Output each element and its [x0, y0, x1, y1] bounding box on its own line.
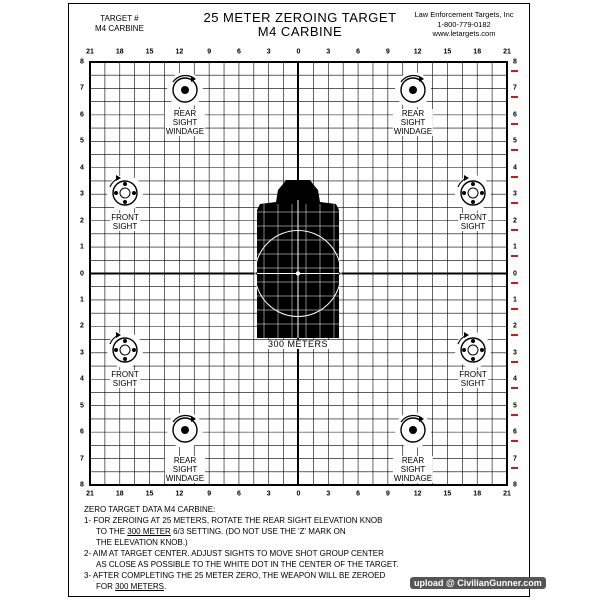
y-tick-left: 8 [80, 481, 84, 489]
red-margin-mark [511, 229, 518, 231]
rear-knob-icon-tl-hub [181, 86, 189, 94]
x-tick-bottom: 21 [503, 490, 511, 498]
y-tick-left: 3 [80, 190, 84, 198]
x-tick-top: 21 [503, 48, 511, 56]
red-margin-mark [511, 334, 518, 336]
front-knob-icon-br-detent [471, 339, 475, 343]
red-margin-mark [511, 176, 518, 178]
x-tick-top: 21 [86, 48, 94, 56]
x-tick-top: 9 [385, 48, 390, 56]
y-tick-right: 3 [513, 349, 517, 357]
front-knob-icon-br-detent [462, 348, 466, 352]
y-tick-right: 6 [513, 111, 517, 119]
x-tick-top: 15 [443, 48, 452, 56]
red-margin-mark [511, 308, 518, 310]
y-tick-right: 4 [513, 164, 517, 172]
front-knob-icon-bl-detent [123, 339, 127, 343]
front-knob-icon-bl-detent [132, 348, 136, 352]
y-tick-left: 3 [80, 349, 84, 357]
company-info: Law Enforcement Targets, Inc 1-800-779-0182 www.letargets.com [414, 10, 514, 38]
x-tick-bottom: 15 [443, 490, 452, 498]
y-tick-right: 5 [513, 402, 517, 410]
red-margin-mark [511, 202, 518, 204]
rear-sight-windage-label-tr: REAR SIGHT WINDAGE [393, 109, 433, 136]
center-white-dot [296, 271, 300, 275]
step-1-line-c: THE ELEVATION KNOB.) [96, 538, 188, 547]
x-tick-bottom: 18 [473, 490, 482, 498]
y-tick-left: 5 [80, 137, 84, 145]
step-3-line-b: FOR 300 METERS. [96, 582, 167, 591]
y-tick-right: 8 [513, 58, 517, 66]
red-margin-mark [511, 361, 518, 363]
x-tick-top: 3 [266, 48, 271, 56]
x-tick-bottom: 3 [326, 490, 331, 498]
y-tick-right: 2 [513, 322, 517, 330]
x-tick-top: 18 [115, 48, 124, 56]
x-tick-bottom: 3 [266, 490, 271, 498]
x-tick-bottom: 6 [236, 490, 241, 498]
y-tick-right: 8 [513, 481, 517, 489]
red-margin-mark [511, 387, 518, 389]
step-3-line-a: 3- AFTER COMPLETING THE 25 METER ZERO, THE WEAPON WILL BE ZEROED [84, 571, 386, 580]
y-tick-left: 4 [80, 164, 84, 172]
front-knob-icon-tr-detent [471, 182, 475, 186]
page-title: 25 METER ZEROING TARGET M4 CARBINE [203, 10, 397, 39]
y-tick-right: 6 [513, 428, 517, 436]
y-tick-left: 1 [80, 296, 84, 304]
y-tick-left: 6 [80, 428, 84, 436]
x-tick-top: 6 [356, 48, 361, 56]
red-margin-mark [511, 255, 518, 257]
step-1-line-a: 1- FOR ZEROING AT 25 METERS, ROTATE THE REAR SIGHT ELEVATION KNOB [84, 516, 383, 525]
rear-knob-icon-bl-hub [181, 426, 189, 434]
red-margin-mark [511, 414, 518, 416]
x-tick-bottom: 12 [413, 490, 422, 498]
red-margin-mark [511, 282, 518, 284]
y-tick-left: 0 [80, 270, 84, 277]
red-margin-mark [511, 123, 518, 125]
front-knob-icon-tr-detent [471, 200, 475, 204]
x-tick-bottom: 9 [385, 490, 390, 498]
front-knob-icon-tl-detent [123, 182, 127, 186]
x-tick-bottom: 12 [175, 490, 184, 498]
y-tick-left: 6 [80, 111, 84, 119]
front-knob-icon-tl-detent [114, 191, 118, 195]
silhouette-label: 300 METERS [267, 339, 329, 349]
rear-sight-windage-label-bl: REAR SIGHT WINDAGE [165, 456, 205, 483]
red-margin-mark [511, 467, 518, 469]
step-1-line-b: TO THE 300 METER 6/3 SETTING. (DO NOT USE THE 'Z' MARK ON [96, 527, 346, 536]
front-knob-icon-bl-detent [123, 357, 127, 361]
x-tick-bottom: 18 [115, 490, 124, 498]
y-tick-right: 3 [513, 190, 517, 198]
x-tick-bottom: 6 [356, 490, 361, 498]
front-sight-label-tl: FRONT SIGHT [111, 213, 139, 231]
x-tick-top: 18 [473, 48, 482, 56]
front-knob-icon-tr-detent [462, 191, 466, 195]
y-tick-left: 1 [80, 243, 84, 251]
y-tick-right: 0 [513, 270, 517, 277]
y-tick-left: 2 [80, 217, 84, 225]
x-tick-top: 9 [207, 48, 212, 56]
y-tick-right: 5 [513, 137, 517, 145]
x-tick-top: 0 [296, 48, 301, 56]
front-knob-icon-br-detent [480, 348, 484, 352]
rear-knob-icon-br-hub [409, 426, 417, 434]
rear-knob-icon-tr-hub [409, 86, 417, 94]
rear-sight-windage-label-br: REAR SIGHT WINDAGE [393, 456, 433, 483]
x-tick-bottom: 0 [296, 490, 301, 498]
x-tick-top: 6 [236, 48, 241, 56]
y-tick-right: 2 [513, 217, 517, 225]
instructions-heading: ZERO TARGET DATA M4 CARBINE: [84, 505, 216, 514]
y-tick-left: 2 [80, 322, 84, 330]
front-knob-icon-tl-detent [132, 191, 136, 195]
x-tick-top: 12 [175, 48, 184, 56]
y-tick-left: 4 [80, 375, 84, 383]
watermark: upload @ CivilianGunner.com [410, 577, 546, 589]
front-knob-icon-br-detent [471, 357, 475, 361]
x-tick-bottom: 21 [86, 490, 94, 498]
y-tick-right: 7 [513, 455, 517, 463]
front-sight-label-br: FRONT SIGHT [459, 370, 487, 388]
x-tick-top: 3 [326, 48, 331, 56]
zero-instructions [84, 504, 398, 592]
y-tick-left: 5 [80, 402, 84, 410]
red-margin-mark [511, 440, 518, 442]
y-tick-left: 7 [80, 84, 84, 92]
x-tick-top: 12 [413, 48, 422, 56]
y-tick-right: 7 [513, 84, 517, 92]
x-tick-bottom: 15 [145, 490, 154, 498]
front-knob-icon-tr-detent [480, 191, 484, 195]
x-tick-bottom: 9 [207, 490, 212, 498]
red-margin-mark [511, 70, 518, 72]
red-margin-mark [511, 149, 518, 151]
y-tick-left: 8 [80, 58, 84, 66]
front-knob-icon-tl-detent [123, 200, 127, 204]
x-tick-top: 15 [145, 48, 154, 56]
rear-sight-windage-label-tl: REAR SIGHT WINDAGE [165, 109, 205, 136]
target-number-label: TARGET # M4 CARBINE [95, 14, 144, 33]
front-sight-label-tr: FRONT SIGHT [459, 213, 487, 231]
step-2-line-b: AS CLOSE AS POSSIBLE TO THE WHITE DOT IN THE CENTER OF THE TARGET. [96, 560, 399, 569]
y-tick-left: 7 [80, 455, 84, 463]
step-2-line-a: 2- AIM AT TARGET CENTER. ADJUST SIGHTS TO MOVE SHOT GROUP CENTER [84, 549, 384, 558]
front-knob-icon-bl-detent [114, 348, 118, 352]
y-tick-right: 4 [513, 375, 517, 383]
red-margin-mark [511, 96, 518, 98]
y-tick-right: 1 [513, 296, 517, 304]
y-tick-right: 1 [513, 243, 517, 251]
front-sight-label-bl: FRONT SIGHT [111, 370, 139, 388]
